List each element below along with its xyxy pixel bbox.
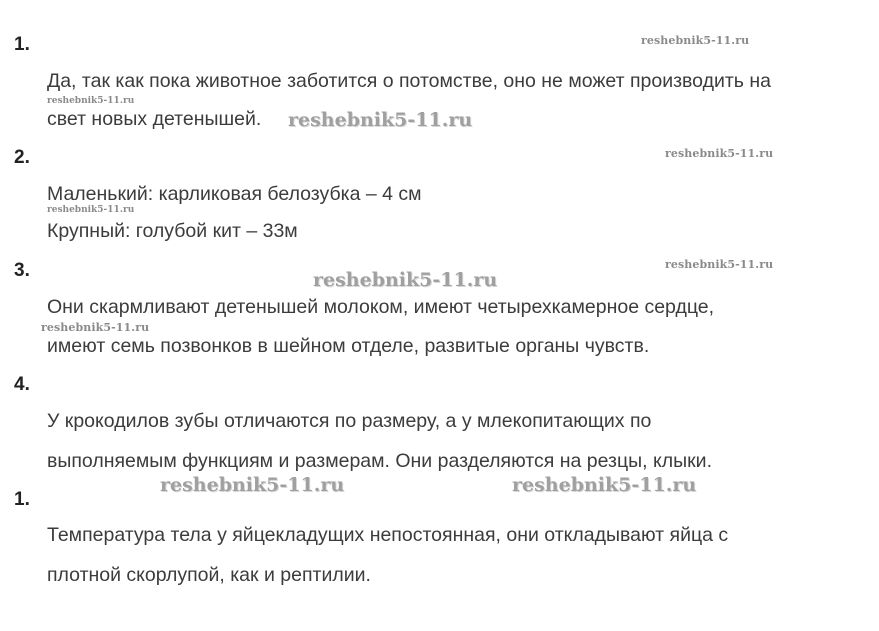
watermark: reshebnik5-11.ru: [665, 258, 774, 271]
answer-line: Температура тела у яйцекладущих непостоянная, они откладывают яйца с: [47, 524, 729, 546]
answer-line: Крупный: голубой кит – 33м: [47, 220, 298, 242]
watermark: reshebnik5-11.ru: [288, 109, 473, 131]
watermark: reshebnik5-11.ru: [47, 205, 135, 215]
section-number-4: 4.: [14, 374, 30, 395]
section-number-1: 1.: [14, 34, 30, 55]
watermark: reshebnik5-11.ru: [641, 34, 750, 47]
watermark: reshebnik5-11.ru: [665, 147, 774, 160]
watermark: reshebnik5-11.ru: [313, 269, 498, 291]
answer-line: выполняемым функциям и размерам. Они разделяются на резцы, клыки.: [47, 450, 712, 472]
answer-line: Да, так как пока животное заботится о потомстве, оно не может производить на: [47, 70, 771, 92]
section-number-5: 1.: [14, 489, 30, 510]
answer-line: имеют семь позвонков в шейном отделе, развитые органы чувств.: [47, 335, 650, 357]
answer-line: Они скармливают детенышей молоком, имеют четырехкамерное сердце,: [47, 296, 715, 318]
watermark: reshebnik5-11.ru: [160, 474, 345, 496]
answer-line: Маленький: карликовая белозубка – 4 см: [47, 183, 422, 205]
section-number-3: 3.: [14, 260, 30, 281]
watermark: reshebnik5-11.ru: [41, 321, 150, 334]
watermark: reshebnik5-11.ru: [512, 474, 697, 496]
answer-line: У крокодилов зубы отличаются по размеру, а у млекопитающих по: [47, 410, 652, 432]
answer-line: свет новых детенышей.: [47, 108, 262, 130]
watermark: reshebnik5-11.ru: [47, 96, 135, 106]
answer-line: плотной скорлупой, как и рептилии.: [47, 564, 371, 586]
section-number-2: 2.: [14, 147, 30, 168]
